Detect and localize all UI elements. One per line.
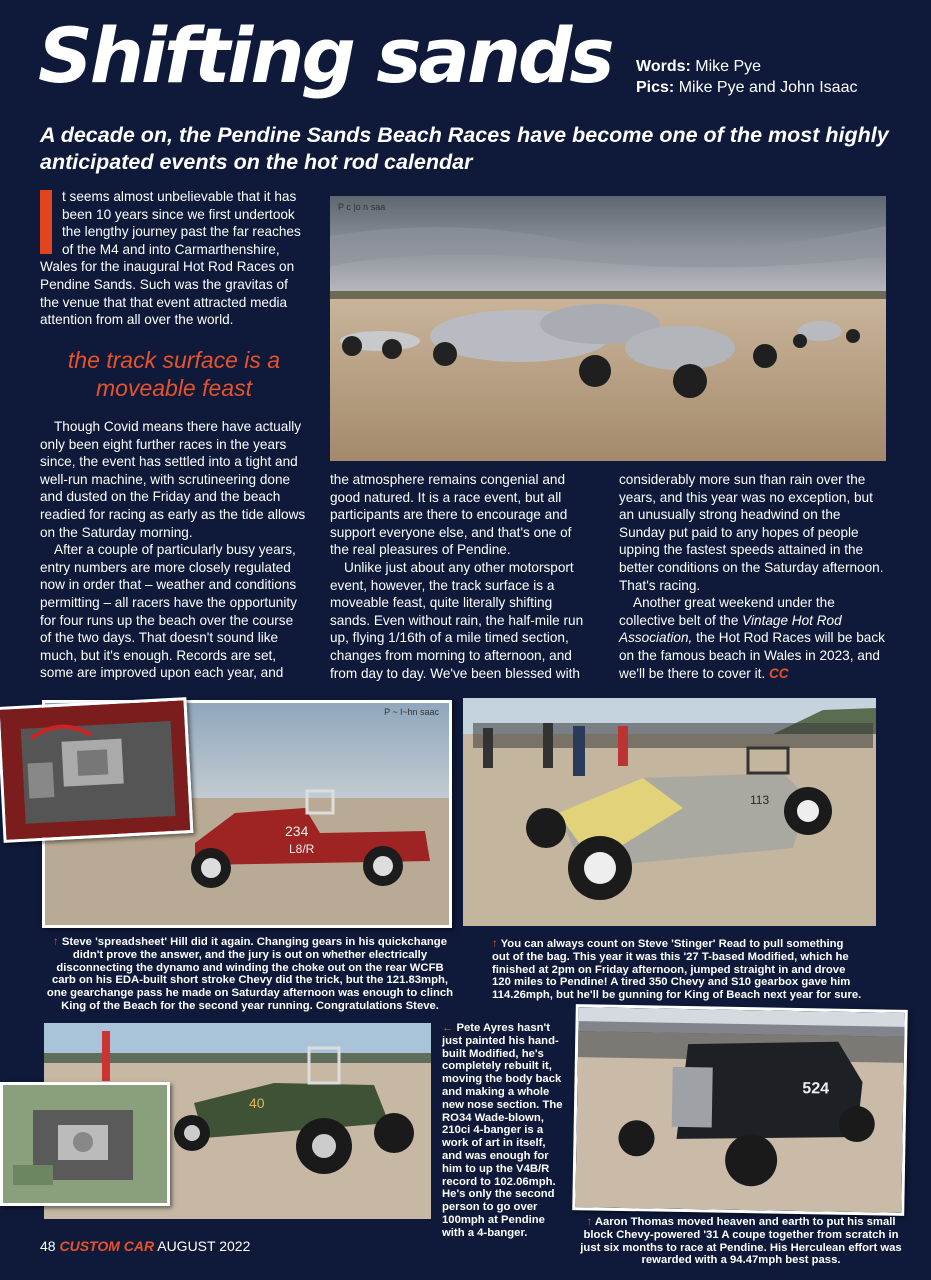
caption-pete-ayres: ← Pete Ayres hasn't just painted his hand-built Modified, he's completely rebuilt it, moving the body back and making a whole new nose section. The RO34 Wade-blown, 210ci 4-banger is a work of art in itself, and was enough for him to up the V4B/R record to 102.06mph. He's only the second person to go over 100mph at Pendine with a 4-banger. [442,1022,563,1239]
caption-arrow-icon: ↑ [492,938,498,950]
photo-green-engine [0,1082,170,1206]
paragraph-1: t seems almost unbelievable that it has been 10 years since we first undertook the lengthy journey past the far reaches of the M4 and into Carmarthenshire, Wales for the inaugural Hot Rod Races on Pendine Sands. Such was the gravitas of the venue that that event attracted media attention from all over the world. [40,189,301,328]
photo-streamliners-on-beach [330,196,886,461]
page-folio [40,1238,250,1254]
page-number: 48 [40,1238,56,1254]
pics-value: Mike Pye and John Isaac [678,79,858,96]
paragraph-2: Though Covid means there have actually only been eight further races in the years since, the event has settled into a tight and well-run machine, with scrutineering done and dusted on the Friday and the beach readied for racing as early as the tide allows on the Saturday morning. [40,419,306,540]
magazine-name: CUSTOM CAR [59,1238,155,1254]
paragraph-6: considerably more sun than rain over the years, and this year was no exception, but an unusually strong headwind on the Sunday put paid to any hopes of people upping the fastest speeds attained in the better conditions on the Saturday afternoon. That's racing. [619,472,884,593]
photo-credit: P c |o n saa [338,202,386,212]
caption-steve-hill: ↑ Steve 'spreadsheet' Hill did it again. Changing gears in his quickchange didn't prove the answer, and the jury is out on whether electrically disconnecting the dynamo and winding the choke out on the rear WCFB carb on his EDA-built short stroke Chevy did the trick, but the 121.83mph, one gearchange pass he made on Saturday afternoon was enough to clinch King of the Beach for the second year running. Congratulations Steve. [46,936,454,1012]
caption-steve-read: ↑ You can always count on Steve 'Stinger' Read to pull something out of the bag. This year it was this '27 T-based Modified, which he finished at 2pm on Friday afternoon, jumped straight in and drove 120 miles to Pendine! A tired 350 Chevy and S10 gearbox gave him 114.26mph, but he'll be gunning for King of Beach next year for sure. [492,938,862,1002]
caption-arrow-icon: ↑ [53,936,59,948]
photo-yellow-modified [463,698,876,926]
article-column-2 [330,471,592,682]
drop-cap-bar [40,190,52,254]
photo-red-truck-engine [0,697,193,843]
pics-label: Pics: [636,79,675,96]
paragraph-4: the atmosphere remains congenial and good natured. It is a race event, but all participants are there to encourage and support everyone else, and that's one of the real pleasures of Pendine. [330,472,572,558]
caption-arrow-icon: ↑ [586,1216,593,1228]
article-title: Shifting sands [38,11,612,100]
article-column-1-top [40,188,308,329]
photo-black-coupe [572,1004,908,1216]
standfirst: A decade on, the Pendine Sands Beach Races have become one of the most highly anticipated events on the hot rod calendar [40,123,889,174]
paragraph-3: After a couple of particularly busy years, entry numbers are more closely regulated now in order that – weather and conditions permitting – all racers have the opportunity for four runs up the beach over the course of the two days. That doesn't sound like much, but it's enough. Records are set, some are improved upon each year, and [40,542,297,681]
paragraph-5: Unlike just about any other motorsport event, however, the track surface is a moveable feast, quite literally shifting sands. Even without rain, the half-mile run up, flying 1/16th of a mile timed section, changes from morning to afternoon, and from day to day. We've been blessed with [330,559,584,681]
caption-aaron-thomas: ↑ Aaron Thomas moved heaven and earth to put his small block Chevy-powered '31 A coupe together from scratch in just six months to race at Pendine. His Herculean effort was rewarded with a 94.47mph best pass. [580,1216,902,1267]
car-class-label: L8/R [289,842,315,856]
car-number-113: 113 [750,793,770,807]
words-value: Mike Pye [695,58,762,75]
car-number-524: 524 [802,1080,830,1098]
words-label: Words: [636,58,691,75]
article-column-3 [619,471,887,682]
byline [636,56,857,98]
pull-quote: the track surface is a moveable feast [67,347,281,401]
article-column-1-bottom [40,418,308,682]
paragraph-7: Another great weekend under the collective belt of the Vintage Hot Rod Association, the Hot Rod Races will be back on the famous beach in Wales in 2023, and we'll be there to cover it. CC [619,595,885,681]
caption-arrow-left-icon: ← [442,1022,454,1034]
car-number-40: 40 [249,1095,265,1111]
car-number-234: 234 [285,823,309,839]
end-mark: CC [768,665,789,681]
issue-date: AUGUST 2022 [157,1238,251,1254]
photo-credit: P ~ l~hn saac [384,707,439,717]
